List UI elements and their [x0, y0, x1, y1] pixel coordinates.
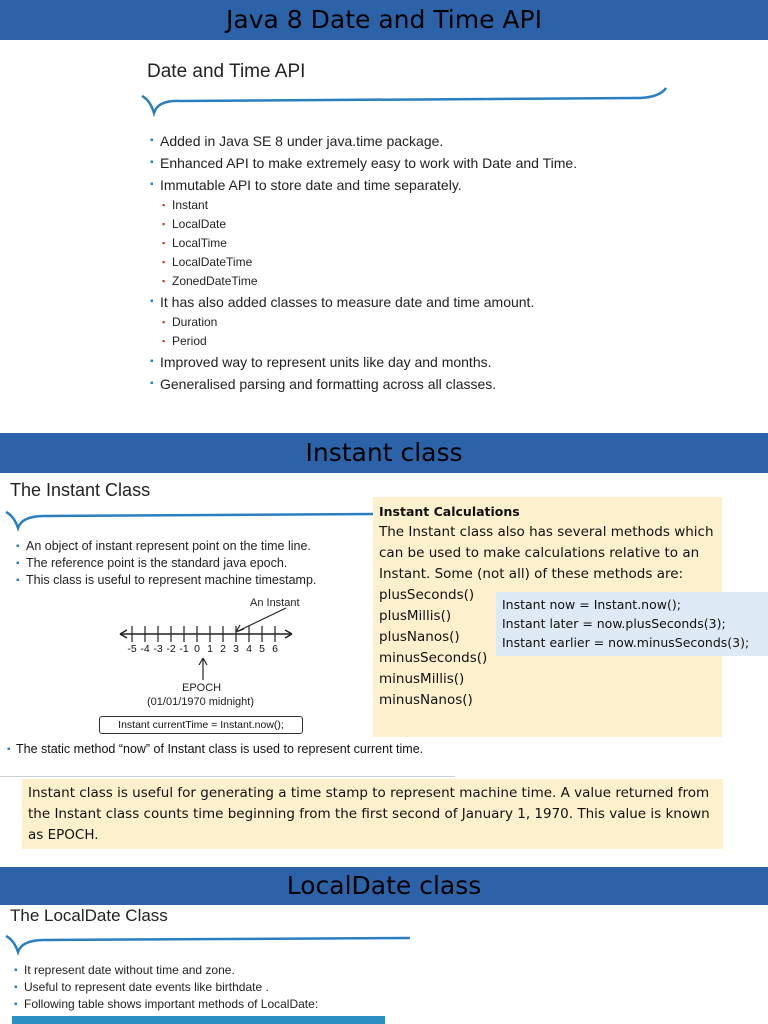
- bullet-methods-table: ▪ Following table shows important methods of LocalDate:: [14, 996, 318, 1013]
- slide-title-instant-class: The Instant Class: [10, 480, 151, 500]
- instant-bullets: [16, 538, 316, 589]
- method-item: plusNanos(): [379, 629, 460, 645]
- tick-label: 1: [207, 643, 213, 655]
- epoch-date: (01/01/1970 midnight): [147, 696, 255, 708]
- method-item: plusMillis(): [379, 608, 452, 624]
- method-item: minusMillis(): [379, 671, 465, 687]
- bullet-amount: [150, 291, 577, 351]
- class-item: ▪ ZonedDateTime: [162, 272, 577, 291]
- class-item: ▪ Instant: [162, 196, 577, 215]
- class-list: [162, 196, 577, 291]
- bullet-epoch: ▪ The reference point is the standard java epoch.: [16, 555, 316, 572]
- calc-heading: Instant Calculations: [379, 504, 520, 519]
- bullet-amount-text: It has also added classes to measure date and time amount.: [160, 294, 535, 310]
- tick-label: -2: [166, 643, 176, 655]
- bullet-added: ▪ Added in Java SE 8 under java.time package.: [150, 130, 577, 152]
- class-item: ▪ LocalDate: [162, 215, 577, 234]
- an-instant-label: An Instant: [250, 597, 300, 609]
- epoch-note-box: Instant class is useful for generating a time stamp to represent machine time. A value returned from the Instant class counts time beginning from the first second of January 1, 1970. This value is known as EPOCH.: [22, 779, 723, 849]
- bullet-immutable-text: Immutable API to store date and time separately.: [160, 177, 462, 193]
- amount-class-list: [162, 313, 577, 351]
- tick-label: 5: [259, 643, 265, 655]
- banner-java8-date-time: Java 8 Date and Time API: [0, 0, 768, 40]
- localdate-bullets: [14, 962, 318, 1013]
- code-line: Instant later = now.plusSeconds(3);: [502, 616, 726, 631]
- instant-pointer: [236, 608, 286, 632]
- tick-label: -5: [127, 643, 137, 655]
- bullet-parsing: ▪ Generalised parsing and formatting across all classes.: [150, 373, 577, 395]
- instant-code-box: [496, 592, 768, 656]
- class-item: ▪ LocalTime: [162, 234, 577, 253]
- method-item: plusSeconds(): [379, 587, 475, 603]
- instant-now-code: Instant currentTime = Instant.now();: [99, 716, 303, 734]
- slide-title-date-time-api: Date and Time API: [147, 61, 306, 82]
- tick-label: 2: [220, 643, 226, 655]
- tick-label: -3: [153, 643, 163, 655]
- bullet-point-timeline: ▪ An object of instant represent point on the time line.: [16, 538, 316, 555]
- tick-label: -1: [179, 643, 189, 655]
- tick-label: 3: [233, 643, 239, 655]
- bullet-enhanced: ▪ Enhanced API to make extremely easy to work with Date and Time.: [150, 152, 577, 174]
- class-item: ▪ Period: [162, 332, 577, 351]
- bullet-machine-timestamp: ▪ This class is useful to represent machine timestamp.: [16, 572, 316, 589]
- static-now-note: ▪ The static method “now” of Instant class is used to represent current time.: [16, 742, 456, 757]
- bullet-birthdate: ▪ Useful to represent date events like birthdate .: [14, 979, 318, 996]
- bullet-units: ▪ Improved way to represent units like day and months.: [150, 351, 577, 373]
- banner-localdate-class: LocalDate class: [0, 867, 768, 905]
- instant-swoosh: [4, 504, 376, 532]
- method-item: minusSeconds(): [379, 650, 488, 666]
- calc-text: The Instant class also has several methods which can be used to make calculations relative to an Instant. Some (not all) of these methods are:: [379, 524, 714, 582]
- banner-instant-class: Instant class: [0, 433, 768, 473]
- code-line: Instant earlier = now.minusSeconds(3);: [502, 635, 750, 650]
- date-time-api-bullets: [150, 130, 577, 395]
- tick-label: 4: [246, 643, 252, 655]
- epoch-arrow: [195, 656, 211, 682]
- divider: [0, 776, 455, 777]
- localdate-swoosh: [4, 928, 412, 956]
- bullet-immutable: [150, 174, 577, 291]
- tick-label: 0: [194, 643, 200, 655]
- method-item: minusNanos(): [379, 692, 473, 708]
- methods-table-header: [12, 1016, 385, 1024]
- tick-label: 6: [272, 643, 278, 655]
- code-line: Instant now = Instant.now();: [502, 597, 681, 612]
- epoch-label: EPOCH: [182, 682, 222, 694]
- title-swoosh: [140, 86, 670, 118]
- slide-title-localdate-class: The LocalDate Class: [10, 906, 168, 925]
- class-item: ▪ Duration: [162, 313, 577, 332]
- class-item: ▪ LocalDateTime: [162, 253, 577, 272]
- tick-label: -4: [140, 643, 150, 655]
- bullet-date-without-time: ▪ It represent date without time and zone.: [14, 962, 318, 979]
